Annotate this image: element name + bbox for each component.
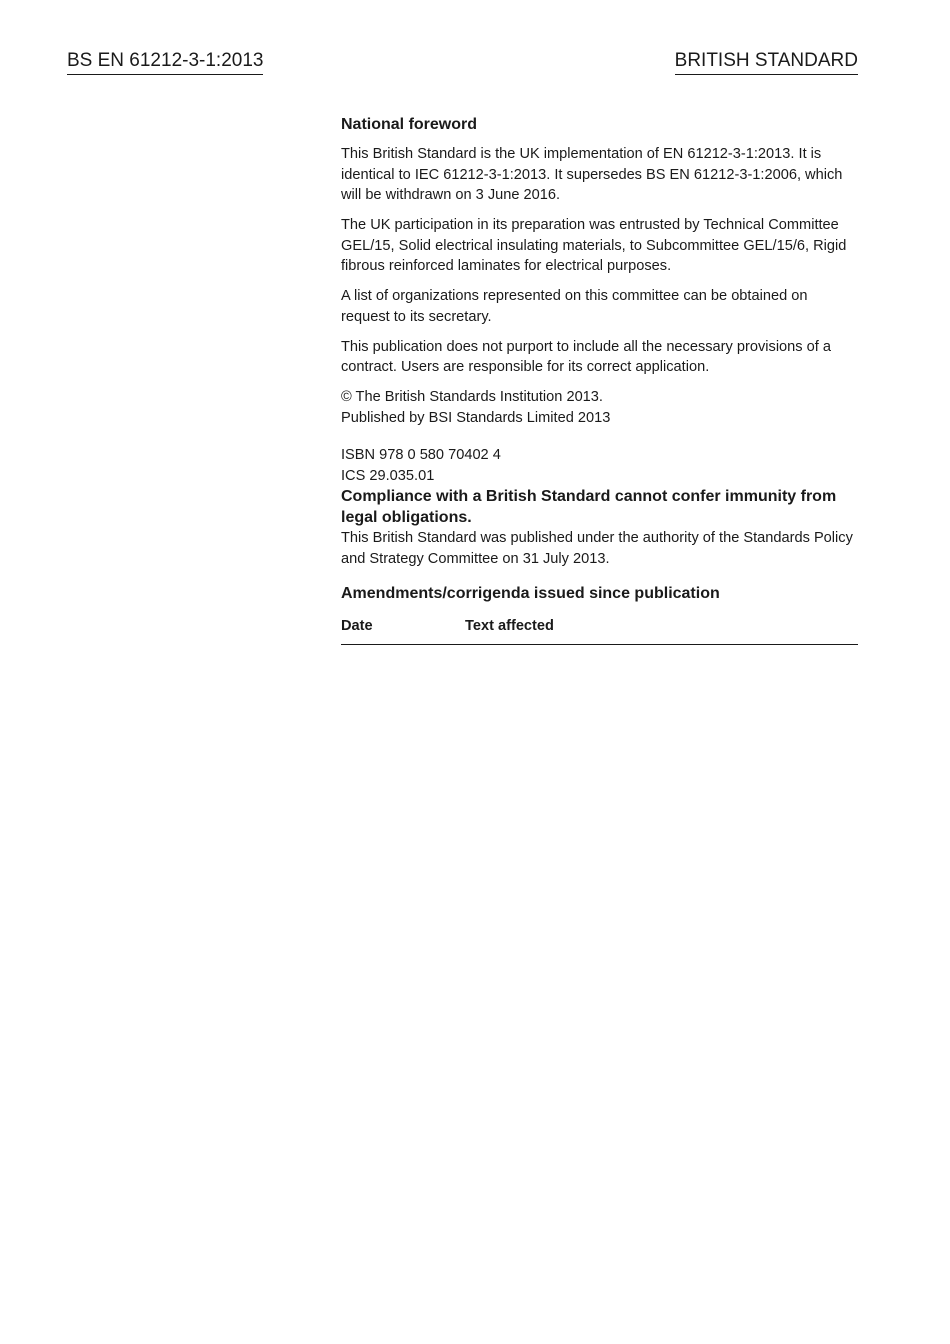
amendments-table-header — [341, 616, 858, 645]
publisher-line: Published by BSI Standards Limited 2013 — [341, 409, 611, 426]
authority-statement: This British Standard was published under the authority of the Standards Policy and Strategy Committee on 31 July 2013. — [341, 530, 853, 567]
standard-type: BRITISH STANDARD — [675, 50, 858, 75]
ics: ICS 29.035.01 — [341, 467, 435, 484]
foreword-paragraph: This publication does not purport to include all the necessary provisions of a contract. Users are responsible for its correct application. — [341, 338, 831, 375]
document-code: BS EN 61212-3-1:2013 — [67, 50, 263, 75]
copyright-line: © The British Standards Institution 2013. — [341, 389, 603, 405]
foreword-paragraph: The UK participation in its preparation was entrusted by Technical Committee GEL/15, Solid electrical insulating materials, to Subcommittee GEL/15/6, Rigid fibrous reinforced laminates for electrical purposes. — [341, 217, 847, 274]
foreword-column — [341, 114, 858, 645]
compliance-statement: Compliance with a British Standard cannot confer immunity from legal obligations. — [341, 488, 837, 526]
foreword-title: National foreword — [341, 116, 478, 133]
foreword-paragraph: A list of organizations represented on this committee can be obtained on request to its secretary. — [341, 288, 808, 325]
foreword-paragraph: This British Standard is the UK implementation of EN 61212-3-1:2013. It is identical to IEC 61212-3-1:2013. It supersedes BS EN 61212-3-1:2006, which will be withdrawn on 3 June 2016. — [341, 146, 843, 203]
isbn: ISBN 978 0 580 70402 4 — [341, 447, 501, 463]
column-header-date: Date — [341, 618, 373, 634]
column-header-text-affected: Text affected — [465, 618, 554, 634]
amendments-title: Amendments/corrigenda issued since publication — [341, 585, 720, 602]
